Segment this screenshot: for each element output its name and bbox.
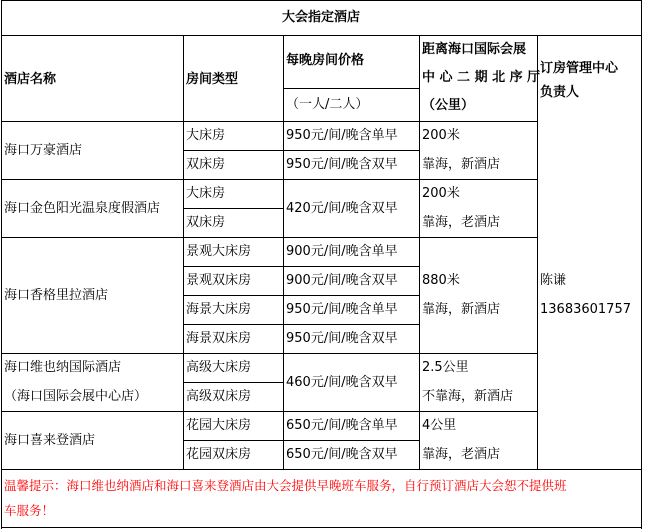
header-contact-line1: 订房管理中心 — [540, 61, 619, 76]
room-price: 950元/间/晚含双早 — [286, 157, 398, 172]
row-line — [183, 266, 419, 267]
row-line — [183, 295, 419, 296]
room-type: 景观双床房 — [186, 273, 252, 288]
room-price: 650元/间/晚含双早 — [286, 447, 398, 462]
hotel-name: 海口维也纳国际酒店 — [4, 360, 122, 375]
room-type: 高级大床房 — [186, 360, 252, 375]
row-line — [1, 411, 537, 412]
room-price: 650元/间/晚含单早 — [286, 418, 398, 433]
table-border-bottom — [1, 527, 642, 528]
hotel-note: 靠海，老酒店 — [422, 215, 501, 230]
room-price: 900元/间/晚含单早 — [286, 244, 398, 259]
row-line — [183, 150, 419, 151]
header-distance-line3: （公里） — [422, 98, 475, 113]
row-line — [1, 35, 642, 36]
row-line — [1, 353, 537, 354]
room-price: 950元/间/晚含单早 — [286, 302, 398, 317]
room-type: 双床房 — [186, 157, 226, 172]
hotel-distance: 2.5公里 — [422, 360, 469, 375]
hotel-note: 靠海，新酒店 — [422, 157, 501, 172]
room-price: 420元/间/晚含双早 — [286, 201, 398, 216]
hotel-note: 靠海，新酒店 — [422, 302, 501, 317]
row-line — [1, 237, 537, 238]
room-type: 高级双床房 — [186, 389, 252, 404]
contact-name: 陈谦 — [540, 273, 567, 288]
room-price: 950元/间/晚含双早 — [286, 331, 398, 346]
header-contact-line2: 负责人 — [540, 85, 580, 100]
room-price: 900元/间/晚含双早 — [286, 273, 398, 288]
table-border-top — [1, 0, 642, 1]
hotel-name: 海口喜来登酒店 — [4, 433, 96, 448]
col-line — [537, 35, 538, 469]
row-line — [183, 208, 283, 209]
room-type: 花园大床房 — [186, 418, 252, 433]
header-hotel-name: 酒店名称 — [4, 72, 57, 87]
room-type: 花园双床房 — [186, 447, 252, 462]
hotel-note: 不靠海，新酒店 — [422, 389, 514, 404]
hotel-distance: 880米 — [422, 273, 460, 288]
header-price-occupancy: （一人/二人） — [286, 97, 369, 112]
hotel-name: 海口万豪酒店 — [4, 143, 83, 158]
header-room-type: 房间类型 — [186, 72, 239, 87]
hotel-note: 靠海，老酒店 — [422, 447, 501, 462]
row-line — [1, 179, 537, 180]
hotel-distance: 200米 — [422, 186, 460, 201]
footer-notice-cont: 车服务！ — [4, 503, 55, 518]
row-line — [283, 88, 419, 89]
header-distance-line1: 距离海口国际会展 — [422, 42, 527, 57]
row-line — [1, 469, 642, 470]
room-type: 海景双床房 — [186, 331, 252, 346]
table-border-right — [641, 0, 642, 529]
header-price: 每晚房间价格 — [286, 53, 365, 68]
footer-notice: 温馨提示：海口维也纳酒店和海口喜来登酒店由大会提供早晚班车服务，自行预订酒店大会恕不提供班 — [4, 478, 567, 493]
hotel-name: 海口香格里拉酒店 — [4, 288, 109, 303]
hotel-distance: 200米 — [422, 128, 460, 143]
room-type: 双床房 — [186, 215, 226, 230]
hotel-distance: 4公里 — [422, 418, 457, 433]
hotel-branch: （海口国际会展中心店） — [4, 389, 148, 404]
row-line — [1, 121, 537, 122]
header-distance-line2: 中 心 二 期 北 序 厅 — [422, 70, 541, 85]
contact-phone: 13683601757 — [540, 302, 631, 317]
table-border-left — [1, 0, 2, 529]
col-line — [183, 35, 184, 469]
room-type: 景观大床房 — [186, 244, 252, 259]
room-price: 950元/间/晚含单早 — [286, 128, 398, 143]
row-line — [183, 440, 419, 441]
room-type: 大床房 — [186, 128, 226, 143]
room-type: 海景大床房 — [186, 302, 252, 317]
row-line — [183, 324, 419, 325]
row-line — [183, 382, 283, 383]
hotel-name: 海口金色阳光温泉度假酒店 — [4, 201, 161, 216]
col-line — [283, 35, 284, 469]
col-line — [419, 35, 420, 469]
room-type: 大床房 — [186, 186, 226, 201]
table-title: 大会指定酒店 — [281, 10, 360, 25]
room-price: 460元/间/晚含双早 — [286, 375, 398, 390]
